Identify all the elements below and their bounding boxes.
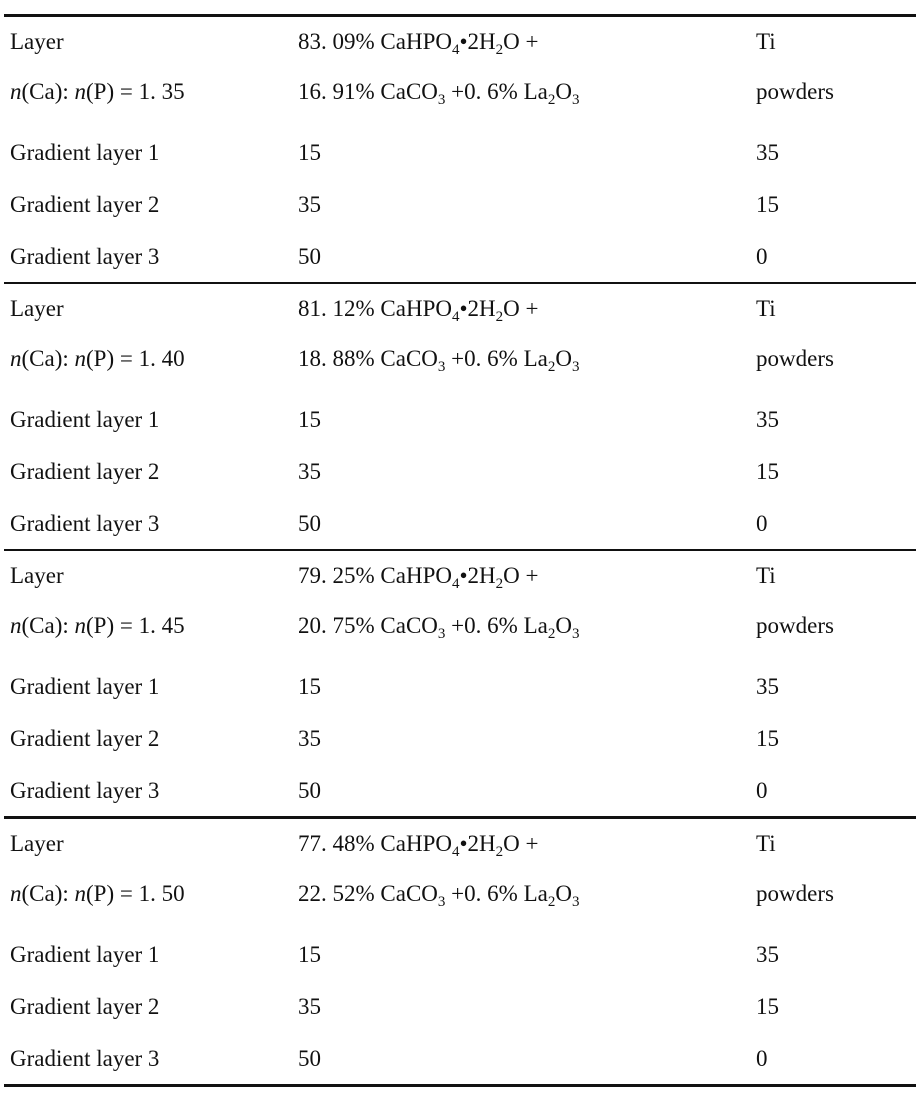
subscript: 3: [437, 92, 446, 108]
ca-p-ratio-label: [10, 881, 185, 907]
caco3-percent: 22. 52%: [298, 881, 375, 906]
caco3-percent: 20. 75%: [298, 613, 375, 638]
p-symbol: (P): [86, 346, 115, 371]
subscript: 4: [451, 844, 460, 860]
row-label: Gradient layer 1: [10, 942, 160, 967]
row-composition-value: 50: [298, 244, 321, 269]
powders-label: powders: [756, 79, 834, 104]
powders-label: powders: [756, 881, 834, 906]
composition-line-1: [298, 831, 539, 860]
subscript: 2: [547, 894, 556, 910]
table-row: [4, 660, 916, 712]
composition-table: [4, 0, 916, 1087]
o-formula: O: [555, 79, 572, 104]
row-ti-value: 35: [756, 674, 779, 699]
subscript: 2: [547, 359, 556, 375]
row-label: Gradient layer 3: [10, 511, 160, 536]
table-row: [4, 126, 916, 178]
row-composition-value: 15: [298, 140, 321, 165]
ratio-group: [4, 17, 916, 282]
layer-label: Layer: [10, 296, 64, 321]
dot-2h: •2H: [459, 296, 496, 321]
row-composition-value: 35: [298, 459, 321, 484]
row-ti-value: 0: [756, 511, 768, 536]
n-symbol: n: [74, 881, 87, 906]
row-label: Gradient layer 1: [10, 140, 160, 165]
row-ti-value: 35: [756, 140, 779, 165]
cahpo4-percent: 79. 25%: [298, 563, 375, 588]
p-symbol: (P): [86, 613, 115, 638]
colon-symbol: :: [62, 346, 69, 371]
ratio-value: = 1. 45: [119, 613, 185, 638]
subscript: 3: [571, 894, 580, 910]
o-formula: O: [555, 346, 572, 371]
cahpo4-formula: CaHPO: [380, 563, 452, 588]
composition-line-1: [298, 29, 539, 58]
ca-p-ratio-label: [10, 79, 185, 105]
composition-line-2: [298, 79, 580, 108]
row-label: Gradient layer 3: [10, 778, 160, 803]
n-symbol: n: [74, 79, 87, 104]
caco3-formula: CaCO: [380, 881, 438, 906]
row-ti-value: 15: [756, 994, 779, 1019]
subscript: 3: [437, 359, 446, 375]
table-row: [4, 230, 916, 282]
ca-p-ratio-label: [10, 346, 185, 372]
layer-label: Layer: [10, 831, 64, 856]
p-symbol: (P): [86, 79, 115, 104]
subscript: 3: [571, 92, 580, 108]
subscript: 4: [451, 309, 460, 325]
ti-label: Ti: [756, 296, 776, 321]
row-ti-value: 35: [756, 942, 779, 967]
table-row: [4, 928, 916, 980]
row-ti-value: 0: [756, 244, 768, 269]
row-label: Gradient layer 2: [10, 726, 160, 751]
cahpo4-percent: 81. 12%: [298, 296, 375, 321]
group-header-row: [4, 17, 916, 126]
subscript: 2: [547, 626, 556, 642]
composition-line-2: [298, 613, 580, 642]
cahpo4-formula: CaHPO: [380, 296, 452, 321]
dot-2h: •2H: [459, 563, 496, 588]
table-body: [4, 17, 916, 1087]
table-row: [4, 178, 916, 230]
n-symbol: n: [10, 346, 22, 371]
table-row: [4, 1032, 916, 1084]
composition-line-1: [298, 296, 539, 325]
group-header-row: [4, 551, 916, 660]
la-formula: La: [523, 79, 548, 104]
la-formula: La: [523, 613, 548, 638]
ratio-group: [4, 819, 916, 1084]
subscript: 4: [451, 42, 460, 58]
la2o3-percent: +0. 6%: [451, 346, 518, 371]
p-symbol: (P): [86, 881, 115, 906]
n-symbol: n: [10, 79, 22, 104]
ratio-group: [4, 284, 916, 549]
row-label: Gradient layer 3: [10, 244, 160, 269]
o-plus: O +: [503, 831, 539, 856]
layer-label: Layer: [10, 563, 64, 588]
row-label: Gradient layer 2: [10, 459, 160, 484]
caco3-formula: CaCO: [380, 613, 438, 638]
colon-symbol: :: [62, 79, 69, 104]
row-ti-value: 35: [756, 407, 779, 432]
table-bottom-rule: [4, 1084, 916, 1087]
cahpo4-formula: CaHPO: [380, 831, 452, 856]
ca-symbol: (Ca): [21, 613, 63, 638]
table-row: [4, 445, 916, 497]
ti-label: Ti: [756, 29, 776, 54]
row-composition-value: 35: [298, 726, 321, 751]
row-ti-value: 0: [756, 1046, 768, 1071]
row-label: Gradient layer 3: [10, 1046, 160, 1071]
o-plus: O +: [503, 563, 539, 588]
row-ti-value: 15: [756, 459, 779, 484]
n-symbol: n: [10, 881, 22, 906]
row-ti-value: 15: [756, 726, 779, 751]
row-label: Gradient layer 1: [10, 407, 160, 432]
cahpo4-percent: 77. 48%: [298, 831, 375, 856]
composition-line-1: [298, 563, 539, 592]
row-ti-value: 0: [756, 778, 768, 803]
o-plus: O +: [503, 296, 539, 321]
group-header-row: [4, 284, 916, 393]
subscript: 2: [495, 42, 504, 58]
subscript: 2: [547, 92, 556, 108]
table-row: [4, 497, 916, 549]
table-row: [4, 764, 916, 816]
composition-line-2: [298, 881, 580, 910]
subscript: 3: [571, 359, 580, 375]
powders-label: powders: [756, 613, 834, 638]
caco3-formula: CaCO: [380, 346, 438, 371]
ca-symbol: (Ca): [21, 346, 63, 371]
powders-label: powders: [756, 346, 834, 371]
table-row: [4, 712, 916, 764]
ratio-group: [4, 551, 916, 816]
la2o3-percent: +0. 6%: [451, 881, 518, 906]
group-header-row: [4, 819, 916, 928]
n-symbol: n: [10, 613, 22, 638]
colon-symbol: :: [62, 881, 69, 906]
ca-symbol: (Ca): [21, 79, 63, 104]
subscript: 3: [437, 626, 446, 642]
ratio-value: = 1. 50: [119, 881, 185, 906]
subscript: 4: [451, 576, 460, 592]
row-composition-value: 35: [298, 994, 321, 1019]
ratio-value: = 1. 35: [119, 79, 185, 104]
table-row: [4, 980, 916, 1032]
o-formula: O: [555, 613, 572, 638]
ratio-value: = 1. 40: [119, 346, 185, 371]
la2o3-percent: +0. 6%: [451, 79, 518, 104]
subscript: 2: [495, 844, 504, 860]
ca-p-ratio-label: [10, 613, 185, 639]
caco3-percent: 16. 91%: [298, 79, 375, 104]
ti-label: Ti: [756, 831, 776, 856]
n-symbol: n: [74, 346, 87, 371]
row-composition-value: 50: [298, 778, 321, 803]
o-plus: O +: [503, 29, 539, 54]
cahpo4-percent: 83. 09%: [298, 29, 375, 54]
la2o3-percent: +0. 6%: [451, 613, 518, 638]
row-composition-value: 15: [298, 674, 321, 699]
subscript: 3: [437, 894, 446, 910]
row-composition-value: 15: [298, 407, 321, 432]
table-row: [4, 393, 916, 445]
subscript: 2: [495, 309, 504, 325]
row-label: Gradient layer 2: [10, 994, 160, 1019]
la-formula: La: [523, 346, 548, 371]
subscript: 3: [571, 626, 580, 642]
row-composition-value: 15: [298, 942, 321, 967]
dot-2h: •2H: [459, 831, 496, 856]
o-formula: O: [555, 881, 572, 906]
row-label: Gradient layer 1: [10, 674, 160, 699]
subscript: 2: [495, 576, 504, 592]
caco3-percent: 18. 88%: [298, 346, 375, 371]
layer-label: Layer: [10, 29, 64, 54]
composition-line-2: [298, 346, 580, 375]
row-composition-value: 35: [298, 192, 321, 217]
row-composition-value: 50: [298, 1046, 321, 1071]
cahpo4-formula: CaHPO: [380, 29, 452, 54]
row-composition-value: 50: [298, 511, 321, 536]
ca-symbol: (Ca): [21, 881, 63, 906]
dot-2h: •2H: [459, 29, 496, 54]
caco3-formula: CaCO: [380, 79, 438, 104]
ti-label: Ti: [756, 563, 776, 588]
row-label: Gradient layer 2: [10, 192, 160, 217]
colon-symbol: :: [62, 613, 69, 638]
row-ti-value: 15: [756, 192, 779, 217]
n-symbol: n: [74, 613, 87, 638]
la-formula: La: [523, 881, 548, 906]
